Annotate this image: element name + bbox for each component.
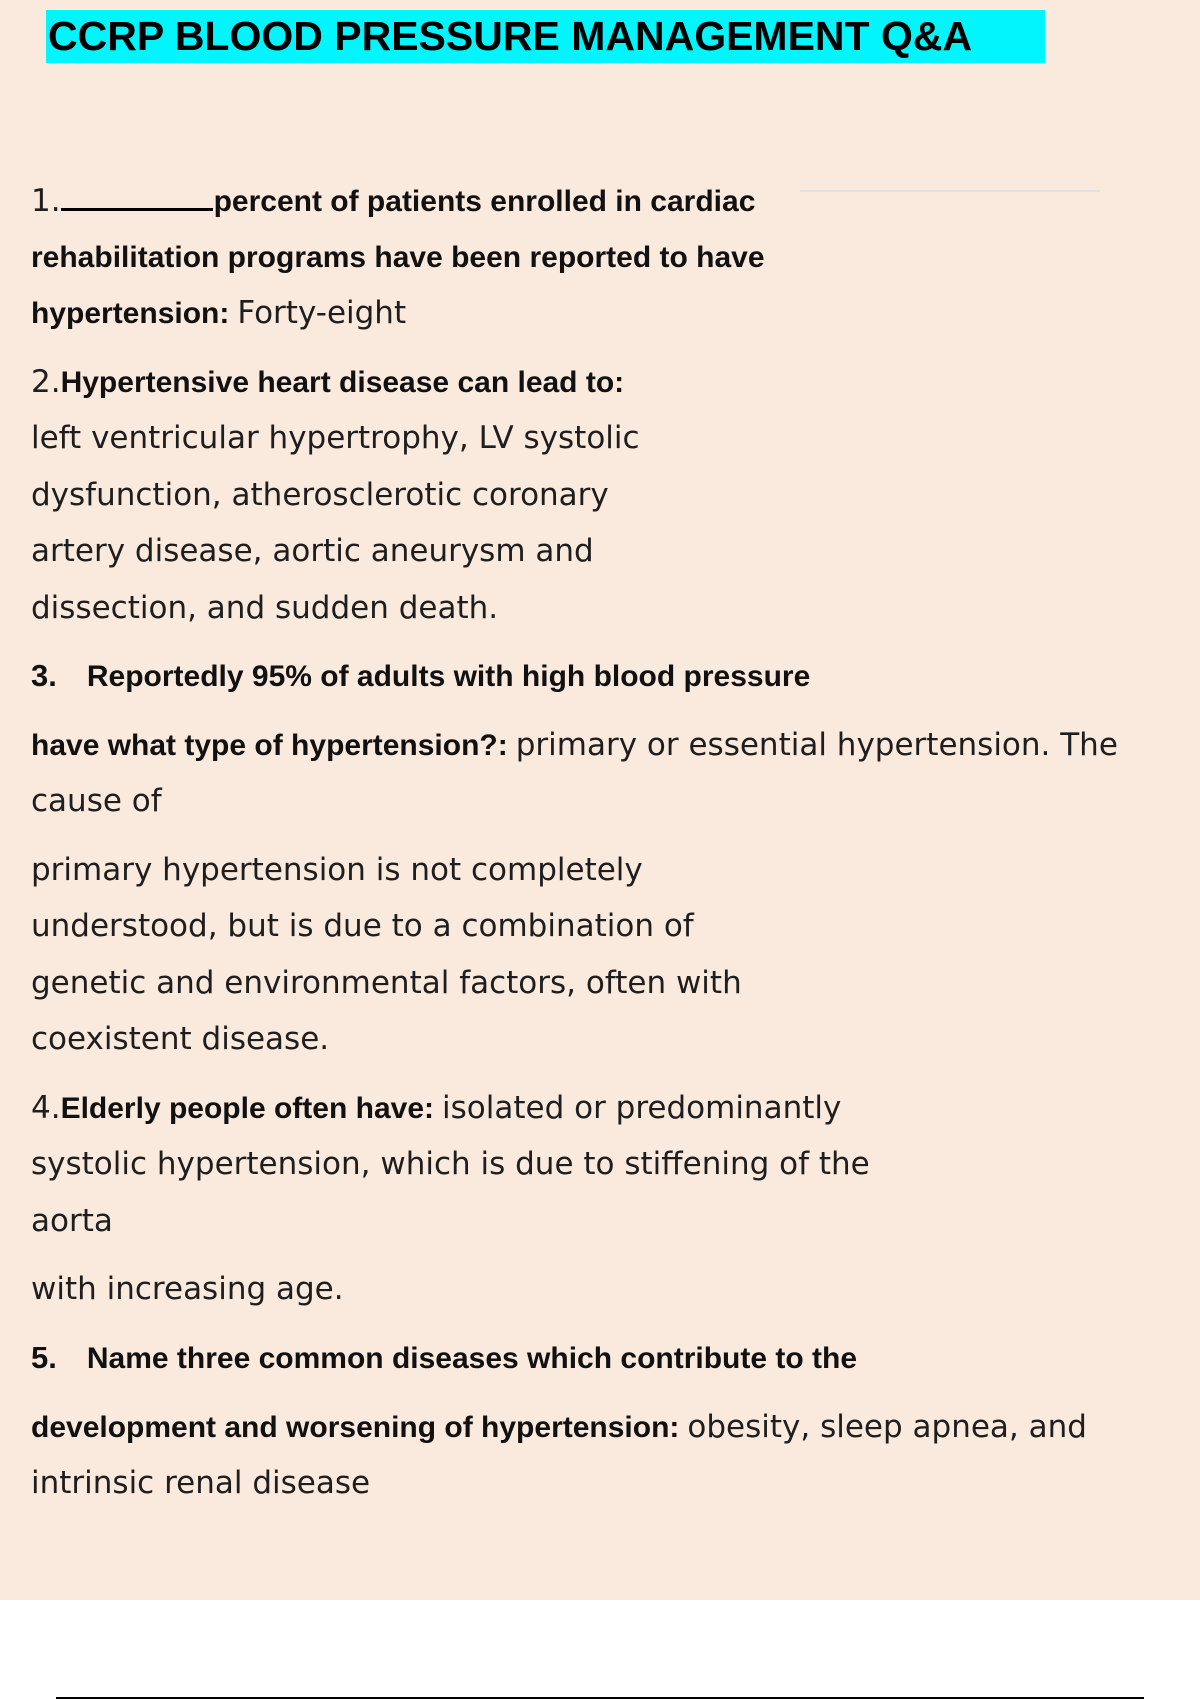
question-text: Elderly people often have:: [60, 1092, 434, 1125]
answer-text: understood, but is due to a combination of: [31, 908, 694, 944]
question-text: Reportedly 95% of adults with high blood pressure: [86, 660, 811, 693]
question-text: development and worsening of hypertension:: [31, 1411, 680, 1444]
answer-text: coexistent disease.: [31, 1021, 330, 1057]
answer-text: left ventricular hypertrophy, LV systolic: [31, 420, 640, 456]
answer-line: [31, 474, 609, 515]
question-text: rehabilitation programs have been reported to have: [31, 241, 765, 274]
answer-line: [31, 587, 498, 628]
answer-text: genetic and environmental factors, often with: [31, 965, 742, 1001]
answer-text: aorta: [31, 1203, 113, 1239]
answer-line: [31, 1018, 329, 1059]
qa-item-3-line-2: [31, 724, 1118, 766]
answer-text: obesity, sleep apnea, and: [687, 1409, 1087, 1445]
fill-in-blank: [61, 180, 213, 211]
question-text: hypertension:: [31, 297, 230, 330]
answer-text: isolated or predominantly: [442, 1090, 842, 1126]
answer-line: [31, 417, 640, 458]
qa-item-1-line-1: [31, 180, 755, 222]
answer-line: [31, 1200, 113, 1241]
answer-line: [31, 530, 594, 571]
question-text: have what type of hypertension?:: [31, 729, 508, 762]
answer-text: primary hypertension is not completely: [31, 852, 643, 888]
answer-text: dysfunction, atherosclerotic coronary: [31, 477, 609, 513]
item-number: 4.: [31, 1090, 61, 1126]
item-number: 1.: [31, 183, 61, 219]
answer-line: [31, 849, 643, 890]
answer-text: with increasing age.: [31, 1271, 344, 1307]
qa-item-5-line-1: [31, 1337, 857, 1379]
answer-line: [31, 1268, 344, 1309]
answer-line: [31, 1143, 870, 1184]
item-number: 5.: [31, 1340, 57, 1375]
item-number: 3.: [31, 658, 57, 693]
question-text: Name three common diseases which contribute to the: [86, 1342, 858, 1375]
page-title: CCRP BLOOD PRESSURE MANAGEMENT Q&A: [46, 10, 1045, 63]
qa-item-3-line-1: [31, 655, 810, 697]
answer-text: cause of: [31, 783, 162, 819]
footer-divider: [56, 1697, 1144, 1699]
answer-text: primary or essential hypertension. The: [515, 727, 1118, 763]
answer-line: [31, 905, 694, 946]
answer-text: systolic hypertension, which is due to stiffening of the: [31, 1146, 870, 1182]
answer-text: Forty-eight: [237, 295, 407, 331]
answer-text: artery disease, aortic aneurysm and: [31, 533, 594, 569]
qa-item-1-line-3: [31, 292, 406, 334]
question-text: Hypertensive heart disease can lead to:: [60, 366, 625, 399]
answer-line: [31, 780, 162, 821]
item-number: 2.: [31, 364, 61, 400]
answer-text: dissection, and sudden death.: [31, 590, 499, 626]
answer-line: [31, 1462, 370, 1503]
question-text: percent of patients enrolled in cardiac: [213, 185, 756, 218]
divider: [800, 190, 1100, 192]
qa-item-2-line-1: [31, 361, 624, 403]
qa-item-1-line-2: [31, 236, 765, 278]
answer-text: intrinsic renal disease: [31, 1465, 371, 1501]
answer-line: [31, 962, 742, 1003]
qa-item-5-line-2: [31, 1406, 1087, 1448]
qa-item-4-line-1: [31, 1087, 841, 1129]
